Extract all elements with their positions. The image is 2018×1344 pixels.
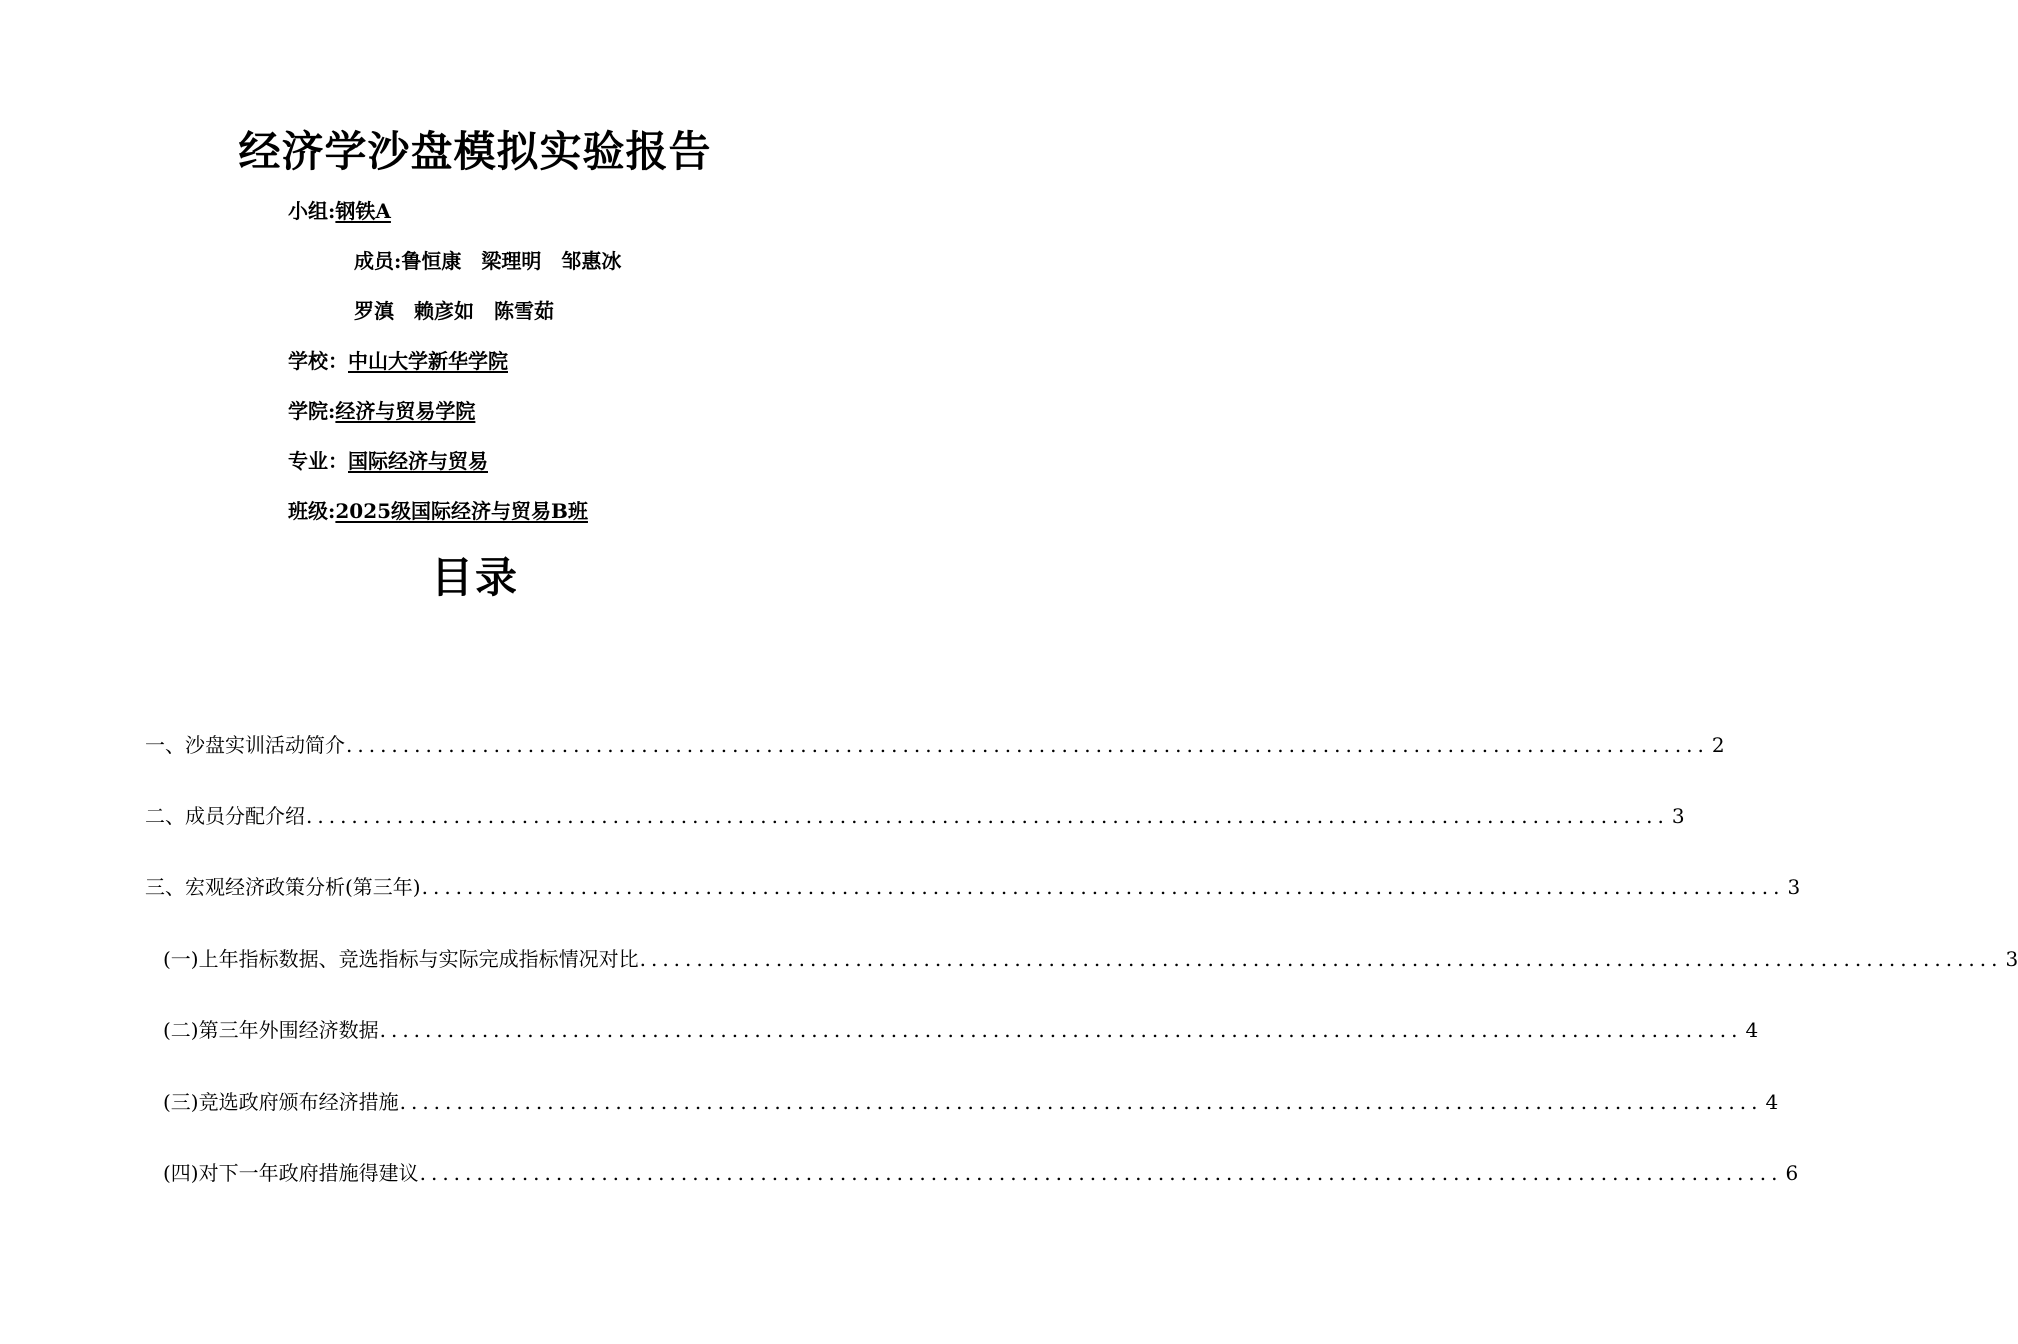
toc-entry[interactable] xyxy=(163,1015,1759,1045)
major-line xyxy=(288,447,488,475)
major-value: 国际经济与贸易 xyxy=(348,449,488,473)
toc-leader-dots: ........................................................................................................................ xyxy=(419,1161,1783,1185)
class-value: 2025级国际经济与贸易B班 xyxy=(335,499,588,523)
toc-entry-label: 一、沙盘实训活动简介 xyxy=(145,733,345,757)
toc-entry-page: 3 xyxy=(2005,947,2018,971)
toc-entry-page: 6 xyxy=(1785,1161,1799,1185)
toc-entry-page: 4 xyxy=(1765,1090,1779,1114)
school-label: 学校： xyxy=(288,349,348,373)
toc-entry[interactable] xyxy=(145,872,1801,902)
report-title: 经济学沙盘模拟实验报告 xyxy=(238,127,712,176)
toc-entry-label: 三、宏观经济政策分析(第三年) xyxy=(145,875,421,899)
toc-leader-dots: ........................................................................................................................ xyxy=(639,947,2003,971)
toc-leader-dots: ........................................................................................................................ xyxy=(399,1090,1763,1114)
members-names-2: 罗滇 赖彦如 陈雪茹 xyxy=(354,299,554,323)
class-label: 班级: xyxy=(288,499,336,523)
toc-entry[interactable] xyxy=(145,801,1685,831)
school-value: 中山大学新华学院 xyxy=(348,349,508,373)
class-line xyxy=(288,497,588,525)
toc-leader-dots: ........................................................................................................................ xyxy=(379,1018,1743,1042)
toc-entry[interactable] xyxy=(163,1087,1779,1117)
toc-entry-page: 2 xyxy=(1711,733,1725,757)
school-line xyxy=(288,347,508,375)
toc-leader-dots: ........................................................................................................................ xyxy=(306,804,1669,828)
members-names-1: 鲁恒康 梁理明 邹惠冰 xyxy=(401,249,622,273)
toc-entry-page: 3 xyxy=(1787,875,1801,899)
group-value: 钢铁A xyxy=(335,199,391,223)
members-label: 成员: xyxy=(354,249,402,273)
toc-entry-label: (四)对下一年政府措施得建议 xyxy=(163,1161,419,1185)
college-label: 学院: xyxy=(288,399,336,423)
group-line xyxy=(288,197,391,225)
toc-entry-page: 4 xyxy=(1745,1018,1759,1042)
toc-leader-dots: ........................................................................................................................ xyxy=(421,875,1785,899)
toc-title: 目录 xyxy=(430,553,519,602)
toc-entry[interactable] xyxy=(163,944,2018,974)
group-label: 小组: xyxy=(288,199,336,223)
toc-entry-label: 二、成员分配介绍 xyxy=(145,804,305,828)
members-line-2 xyxy=(354,297,554,325)
toc-entry-label: (二)第三年外围经济数据 xyxy=(163,1018,379,1042)
toc-entry-page: 3 xyxy=(1671,804,1685,828)
toc-entry[interactable] xyxy=(163,1158,1799,1188)
college-value: 经济与贸易学院 xyxy=(335,399,476,423)
toc-entry-label: (三)竞选政府颁布经济措施 xyxy=(163,1090,399,1114)
toc-entry-label: (一)上年指标数据、竞选指标与实际完成指标情况对比 xyxy=(163,947,639,971)
college-line xyxy=(288,397,475,425)
major-label: 专业： xyxy=(288,449,348,473)
toc-leader-dots: ........................................................................................................................ xyxy=(346,733,1709,757)
members-line-1 xyxy=(354,247,621,275)
toc-entry[interactable] xyxy=(145,730,1725,760)
